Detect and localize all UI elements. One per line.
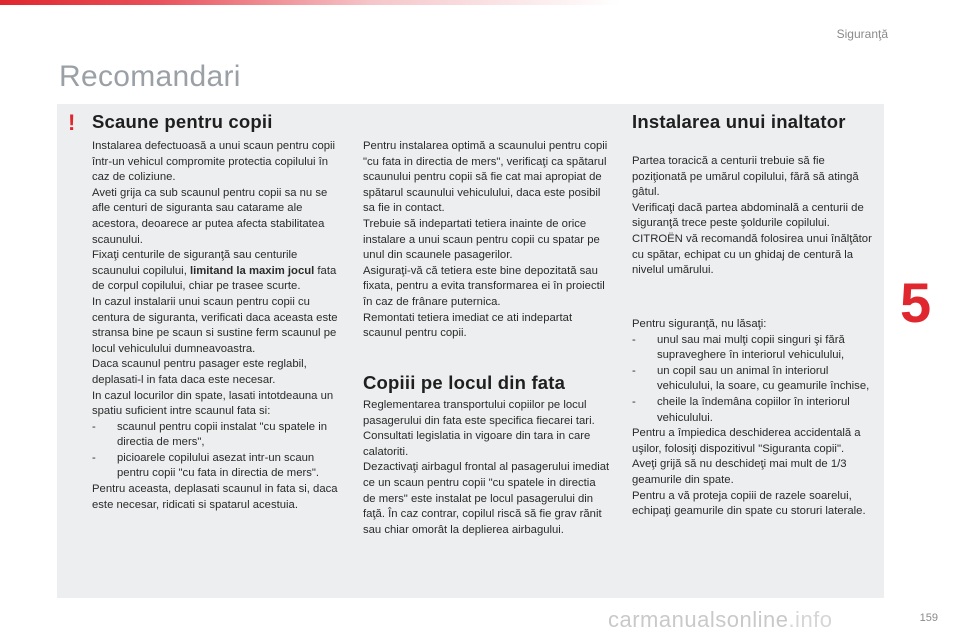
page-title: Recomandari bbox=[59, 60, 241, 93]
paragraph: Aveti grija ca sub scaunul pentru copii sa nu se afle centuri de siguranta sau catarame ale acestora, deoarece ar putea afecta stabilitatea scaunului. bbox=[92, 186, 328, 246]
paragraph: Dezactivaţi airbagul frontal al pasagerului imediat ce un scaun pentru copii "cu spatele in directia de mers" este instalat pe locul pasagerului din faţă. În caz contrar, copilul riscă să fie grav rănit sau chiar omorât la deplierea airbagului. bbox=[363, 461, 610, 536]
list-item: - scaunul pentru copii instalat "cu spatele in directia de mers", bbox=[92, 420, 344, 451]
accent-bar bbox=[0, 0, 620, 5]
middle-column-lower bbox=[363, 398, 611, 538]
paragraph: Pentru a vă proteja copiii de razele soarelui, echipaţi geamurile din spate cu storuri laterale. bbox=[632, 489, 866, 518]
list-item: - un copil sau un animal în interiorul vehiculului, la soare, cu geamurile închise, bbox=[632, 364, 882, 395]
list-item: - unul sau mai mulţi copii singuri şi fără supraveghere în interiorul vehiculului, bbox=[632, 333, 882, 364]
right-column-lower bbox=[632, 317, 882, 520]
paragraph: Pentru siguranţă, nu lăsaţi: bbox=[632, 318, 767, 330]
paragraph bbox=[92, 248, 344, 295]
paragraph: Pentru a împiedica deschiderea accidentală a uşilor, folosiţi dispozitivul "Siguranta copii". bbox=[632, 427, 861, 455]
paragraph: Verificaţi dacă partea abdominală a centurii de siguranţă trece peste şoldurile copilului. bbox=[632, 201, 864, 230]
text-run: Fixaţi centurile de siguranţă sau centurile scaunului copilului, bbox=[92, 249, 298, 277]
watermark-text: carmanualsonline bbox=[608, 607, 789, 632]
watermark-suffix: .info bbox=[788, 607, 833, 632]
page-number: 159 bbox=[919, 612, 938, 624]
section-label: Siguranţă bbox=[836, 27, 888, 41]
paragraph: Remontati tetiera imediat ce ati indepartat scaunul pentru copii. bbox=[363, 311, 573, 340]
watermark bbox=[608, 607, 833, 633]
bold-text: limitand la maxim jocul bbox=[189, 264, 315, 277]
paragraph: Instalarea defectuoasă a unui scaun pentru copii într-un vehicul compromite protectia copilului în caz de coliziune. bbox=[92, 140, 336, 184]
paragraph: Daca scaunul pentru pasager este reglabil, deplasati-l in fata daca este necesar. bbox=[92, 358, 307, 386]
paragraph: CITROËN vă recomandă folosirea unui înălţător cu spătar, echipat cu un ghidaj de centură la nivelul umărului. bbox=[632, 232, 872, 277]
paragraph: Partea toracică a centurii trebuie să fie poziţionată pe umărul copilului, fără să atingă gâtul. bbox=[632, 155, 859, 199]
paragraph: Asiguraţi-vă că tetiera este bine depozitată sau fixata, pentru a evita transformarea ei în proiectil în caz de frânare puternica. bbox=[363, 264, 605, 308]
chapter-number: 5 bbox=[900, 271, 932, 334]
list-item: - picioarele copilului asezat intr-un scaun pentru copii "cu fata in directia de mers". bbox=[92, 451, 344, 482]
paragraph: Pentru instalarea optimă a scaunului pentru copii "cu fata in directia de mers", verificaţi ca spătarul scaunului pentru copii să fie cat mai apropiat de spătarul scaunului vehiculului, daca este posibil sa fie in contact. bbox=[363, 140, 608, 215]
warning-icon: ! bbox=[68, 110, 76, 135]
heading-scaune: Scaune pentru copii bbox=[92, 111, 273, 132]
heading-copiii: Copiii pe locul din fata bbox=[363, 372, 566, 393]
text-run: fata de corpul copilului, chiar pe trasee scurte. bbox=[92, 264, 337, 293]
middle-column bbox=[363, 139, 611, 342]
paragraph: In cazul instalarii unui scaun pentru copii cu centura de siguranta, verificati daca aceasta este stransa bine pe scaun si sustine ferm scaunul pe locul vehiculului dumneavoastra. bbox=[92, 295, 338, 355]
paragraph: Reglementarea transportului copiilor pe locul pasagerului din fata este specifica fiecarei tari. Consultati legislatia in vigoare din tara in care calatoriti. bbox=[363, 399, 595, 458]
paragraph: In cazul locurilor din spate, lasati intotdeauna un spatiu suficient intre scaunul fata si: bbox=[92, 389, 334, 418]
paragraph: Aveţi grijă să nu deschideţi mai mult de 1/3 geamurile din spate. bbox=[632, 458, 847, 486]
list-item: - cheile la îndemâna copiilor în interiorul vehiculului. bbox=[632, 395, 882, 426]
right-column bbox=[632, 154, 878, 279]
heading-inaltator: Instalarea unui inaltator bbox=[632, 111, 846, 132]
left-column bbox=[92, 139, 344, 513]
paragraph: Pentru aceasta, deplasati scaunul in fata si, daca este necesar, ridicati si spatarul acestuia. bbox=[92, 483, 338, 511]
paragraph: Trebuie să indepartati tetiera inainte de orice instalare a unui scaun pentru copii cu spatar pe unul din scaunele pasagerilor. bbox=[363, 217, 600, 262]
